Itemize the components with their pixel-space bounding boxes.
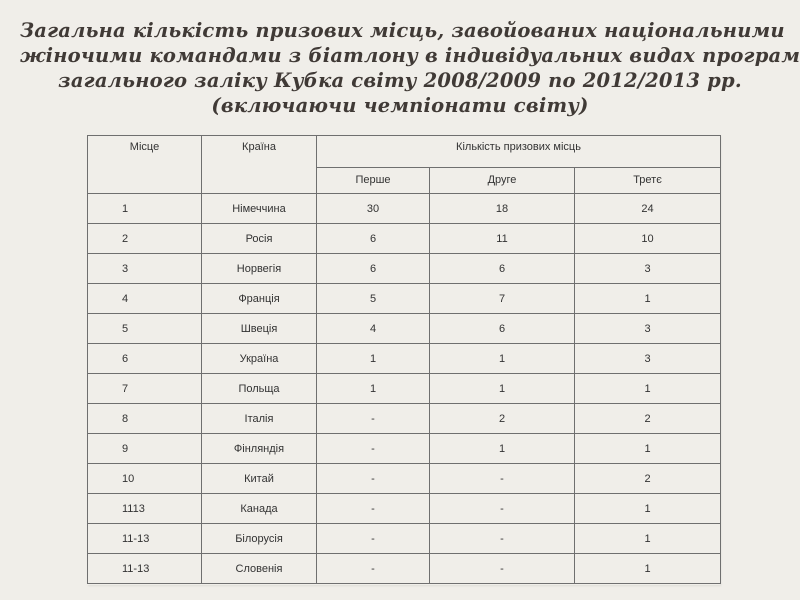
cell-country: Росія	[202, 224, 317, 254]
table-row	[88, 284, 721, 314]
table-row	[88, 464, 721, 494]
header-second: Друге	[430, 167, 575, 193]
cell-third: 1	[575, 554, 721, 584]
cell-place: 6	[88, 344, 202, 374]
table-row	[88, 404, 721, 434]
cell-third: 1	[575, 494, 721, 524]
cell-country: Словенія	[202, 554, 317, 584]
header-place: Місце	[88, 136, 202, 194]
cell-first: -	[317, 524, 430, 554]
cell-country: Німеччина	[202, 194, 317, 224]
cell-second: -	[430, 524, 575, 554]
table-row	[88, 524, 721, 554]
cell-first: -	[317, 554, 430, 584]
cell-place: 4	[88, 284, 202, 314]
header-first: Перше	[317, 167, 430, 193]
table-row	[88, 224, 721, 254]
cell-first: 1	[317, 374, 430, 404]
cell-third: 2	[575, 404, 721, 434]
cell-second: -	[430, 554, 575, 584]
cell-first: 5	[317, 284, 430, 314]
cell-place: 7	[88, 374, 202, 404]
title-line-4: (включаючи чемпіонати світу)	[211, 94, 589, 117]
header-medals: Кількість призових місць	[317, 136, 721, 168]
cell-place: 9	[88, 434, 202, 464]
cell-third: 1	[575, 284, 721, 314]
results-table	[87, 135, 721, 584]
cell-third: 1	[575, 374, 721, 404]
cell-place: 8	[88, 404, 202, 434]
cell-first: 6	[317, 254, 430, 284]
cell-first: 30	[317, 194, 430, 224]
title-line-2: жіночими командами з біатлону в індивідуальних видах програм	[20, 44, 800, 67]
header-row-1	[88, 136, 721, 168]
cell-place: 5	[88, 314, 202, 344]
page-title	[20, 18, 800, 118]
cell-second: -	[430, 464, 575, 494]
cell-country: Україна	[202, 344, 317, 374]
table-row	[88, 314, 721, 344]
cell-place: 1	[88, 194, 202, 224]
cell-country: Білорусія	[202, 524, 317, 554]
cell-second: 6	[430, 314, 575, 344]
cell-second: 11	[430, 224, 575, 254]
table-body	[88, 136, 721, 584]
table-row	[88, 554, 721, 584]
cell-country: Італія	[202, 404, 317, 434]
cell-third: 1	[575, 434, 721, 464]
cell-first: 6	[317, 224, 430, 254]
cell-first: -	[317, 494, 430, 524]
cell-second: 18	[430, 194, 575, 224]
cell-first: 4	[317, 314, 430, 344]
cell-country: Швеція	[202, 314, 317, 344]
cell-place: 11-13	[88, 524, 202, 554]
cell-place: 10	[88, 464, 202, 494]
cell-country: Китай	[202, 464, 317, 494]
cell-third: 2	[575, 464, 721, 494]
header-third: Третє	[575, 167, 721, 193]
cell-third: 3	[575, 314, 721, 344]
table-row	[88, 254, 721, 284]
cell-third: 10	[575, 224, 721, 254]
cell-place: 3	[88, 254, 202, 284]
cell-second: -	[430, 494, 575, 524]
cell-third: 3	[575, 254, 721, 284]
cell-first: 1	[317, 344, 430, 374]
cell-country: Фінляндія	[202, 434, 317, 464]
cell-second: 1	[430, 374, 575, 404]
cell-third: 1	[575, 524, 721, 554]
cell-second: 7	[430, 284, 575, 314]
table-row	[88, 494, 721, 524]
cell-place: 11-13	[88, 554, 202, 584]
cell-third: 24	[575, 194, 721, 224]
cell-country: Франція	[202, 284, 317, 314]
cell-second: 2	[430, 404, 575, 434]
title-line-3: загального заліку Кубка світу 2008/2009 по 2012/2013 рр.	[58, 69, 742, 92]
table-row	[88, 344, 721, 374]
header-country: Країна	[202, 136, 317, 194]
cell-second: 1	[430, 344, 575, 374]
cell-place: 1113	[88, 494, 202, 524]
cell-third: 3	[575, 344, 721, 374]
table-row	[88, 194, 721, 224]
title-line-1: Загальна кількість призових місць, завойованих національними	[20, 19, 785, 42]
cell-second: 1	[430, 434, 575, 464]
cell-second: 6	[430, 254, 575, 284]
cell-place: 2	[88, 224, 202, 254]
cell-first: -	[317, 404, 430, 434]
cell-country: Канада	[202, 494, 317, 524]
cell-country: Польща	[202, 374, 317, 404]
cell-country: Норвегія	[202, 254, 317, 284]
cell-first: -	[317, 464, 430, 494]
cell-first: -	[317, 434, 430, 464]
table-row	[88, 374, 721, 404]
table-row	[88, 434, 721, 464]
